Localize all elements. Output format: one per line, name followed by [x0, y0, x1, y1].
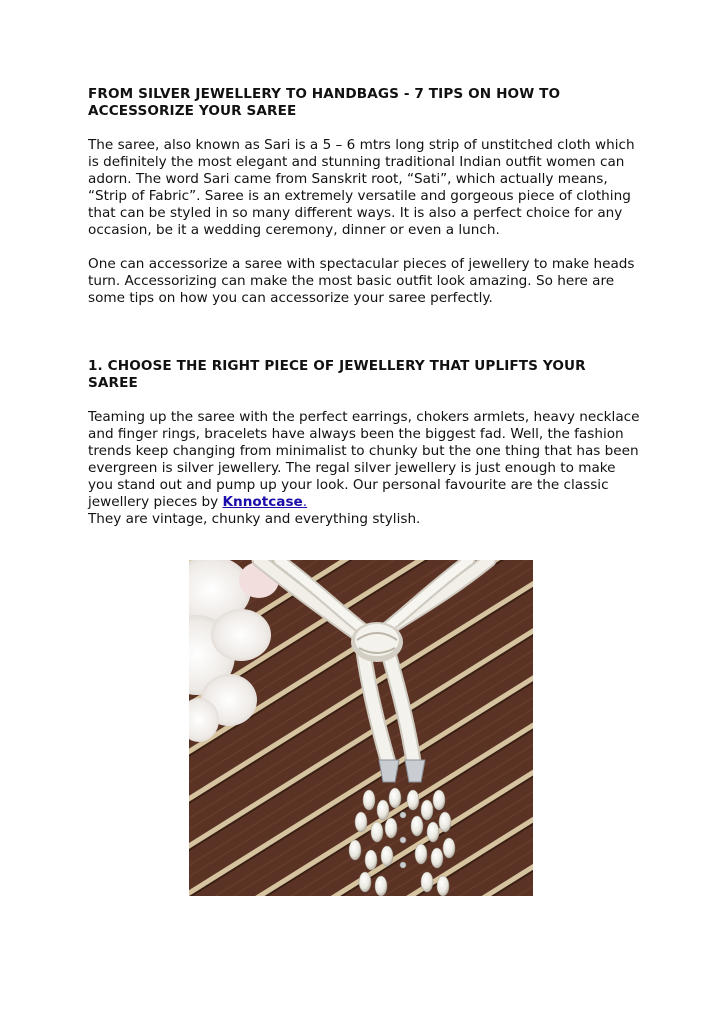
document-content: [88, 86, 640, 528]
pearl-necklace-photo: [189, 560, 533, 896]
pearl-knot: [351, 622, 403, 662]
intro-paragraph-2: One can accessorize a saree with spectacular pieces of jewellery to make heads turn. Accessorizing can make the most basic outfit look amazing. So here are some tips on how you can accessorize your saree perfectly.: [88, 256, 635, 306]
section-1-body-text: Teaming up the saree with the perfect earrings, chokers armlets, heavy necklace and finger rings, bracelets have always been the biggest fad. Well, the fashion trends keep changing from minimalist to chunky but the one thing that has been evergreen is silver jewellery. The regal silver jewellery is just enough to make you stand out and pump up your look. Our personal favourite are the classic jewellery pieces by: [88, 409, 640, 510]
link-suffix: .: [302, 494, 308, 510]
intro-paragraph-1: The saree, also known as Sari is a 5 – 6 mtrs long strip of unstitched cloth which is definitely the most elegant and stunning traditional Indian outfit women can adorn. The word Sari came from Sanskrit root, “Sati”, which actually means, “Strip of Fabric”. Saree is an extremely versatile and gorgeous piece of clothing that can be styled in so many different ways. It is also a perfect choice for any occasion, be it a wedding ceremony, dinner or even a lunch.: [88, 137, 635, 238]
section-1-body: [88, 409, 640, 528]
knnotcase-link[interactable]: Knnotcase: [222, 494, 303, 510]
section-1-body-end: They are vintage, chunky and everything stylish.: [88, 511, 421, 527]
pearl-necklace-image: [189, 560, 533, 896]
section-1-heading: 1. CHOOSE THE RIGHT PIECE OF JEWELLERY THAT UPLIFTS YOUR SAREE: [88, 358, 586, 391]
document-title: FROM SILVER JEWELLERY TO HANDBAGS - 7 TIPS ON HOW TO ACCESSORIZE YOUR SAREE: [88, 86, 561, 119]
